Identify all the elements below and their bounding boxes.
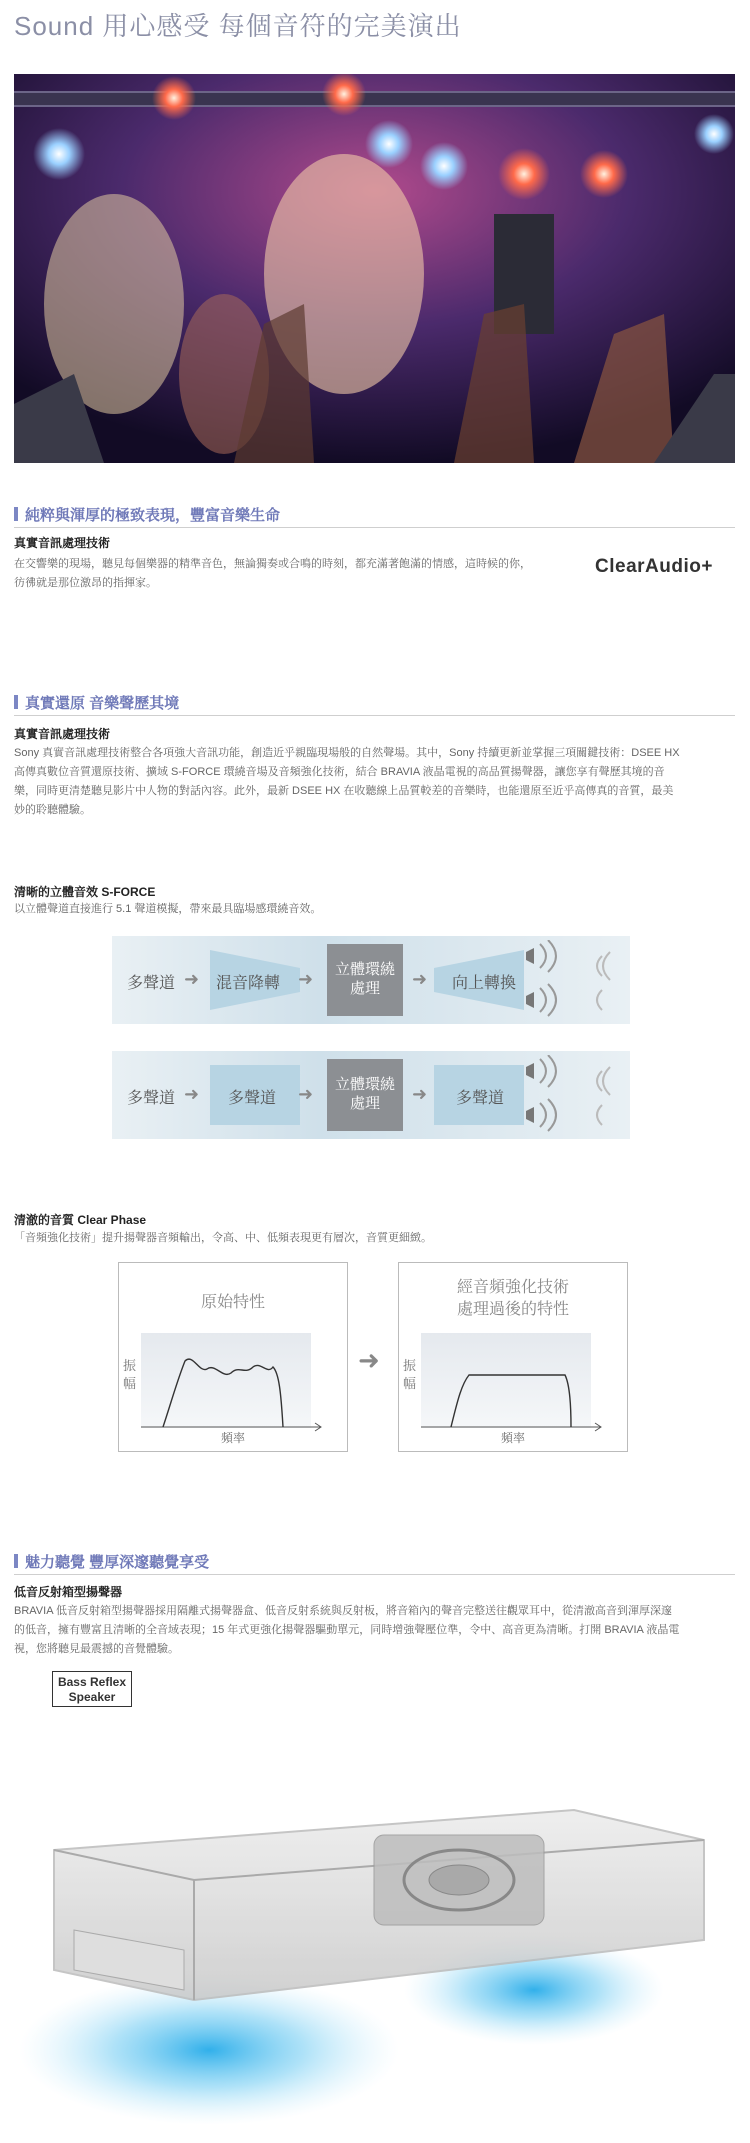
paragraph-line: 妙的聆聽體驗。: [14, 804, 91, 816]
label-upconvert: 向上轉換: [452, 975, 517, 992]
bass-reflex-speaker-illustration: [14, 1670, 735, 2135]
label-downmix: 混音降轉: [216, 975, 281, 992]
paragraph-line: 在交響樂的現場，聽見每個樂器的精準音色，無論獨奏或合鳴的時刻，都充滿著飽滿的情感，這時候的你，: [14, 558, 531, 570]
paragraph-line: 高傳真數位音質還原技術、擴域 S-FORCE 環繞音場及音頻強化技術，結合 BRAVIA 液晶電視的高品質揚聲器，讓您享有聲歷其境的音: [14, 766, 665, 778]
heading-text: 魅力聽覺 豐厚深邃聽覺享受: [25, 1554, 210, 1571]
heading-text: 純粹與渾厚的極致表現，豐富音樂生命: [25, 507, 281, 524]
chart-title: 原始特性: [200, 1294, 265, 1311]
heading-text: 真實還原 音樂聲歷其境: [25, 695, 180, 712]
original-curve-icon: [141, 1333, 331, 1433]
paragraph-line: 彷彿就是那位激昂的指揮家。: [14, 577, 157, 589]
center-line: 處理: [349, 980, 380, 997]
label-multichannel: 多聲道: [127, 1090, 176, 1107]
y-axis-label: 振 幅: [403, 1358, 417, 1391]
center-line: 立體環繞: [334, 961, 395, 978]
arrow-right-icon: ➜: [184, 1084, 200, 1104]
surround-process-box: [327, 944, 403, 1016]
chart-enhanced: [398, 1262, 628, 1452]
concert-illustration: [14, 74, 735, 463]
speaker-waves-icon: [522, 940, 622, 1020]
arrow-right-icon: ➜: [184, 969, 200, 989]
paragraph: [14, 1602, 735, 1659]
surround-process-box: [327, 1059, 403, 1131]
chart-title: 經音頻強化技術 處理過後的特性: [456, 1279, 569, 1318]
paragraph-line: Sony 真實音訊處理技術整合各項強大音訊功能，創造近乎親臨現場般的自然聲場。其中，Sony 持續更新並掌握三項關鍵技術：DSEE HX: [14, 747, 680, 759]
arrow-right-icon: ➜: [412, 969, 428, 989]
concert-photo: [14, 74, 735, 463]
speaker-waves-icon: [522, 1055, 622, 1135]
paragraph-line: BRAVIA 低音反射箱型揚聲器採用隔離式揚聲器盒、低音反射系統與反射板，將音箱內的聲音完整送往觀眾耳中，從清澈高音到渾厚深邃: [14, 1605, 672, 1617]
heading-bar: [14, 695, 18, 709]
label-multichannel: 多聲道: [127, 975, 176, 992]
enhanced-curve-icon: [421, 1333, 611, 1433]
sub-heading: 真實音訊處理技術: [14, 727, 111, 741]
section-heading-bass: [14, 1550, 735, 1575]
speaker-illustration: [14, 1670, 735, 2135]
clearaudio-logo: ClearAudio+: [595, 556, 713, 577]
paragraph-line: 視，您將聽見最震撼的音覺體驗。: [14, 1643, 179, 1655]
arrow-right-icon: ➜: [358, 1345, 380, 1375]
sforce-heading: 清晰的立體音效 S-FORCE: [14, 885, 156, 899]
paragraph-line: 的低音，擁有豐富且清晰的全音域表現；15 年式更強化揚聲器驅動單元，同時增強聲壓位準，令中、高音更為清晰。打開 BRAVIA 液晶電: [14, 1624, 680, 1636]
center-line: 立體環繞: [334, 1076, 395, 1093]
center-line: 處理: [349, 1095, 380, 1112]
y-axis-label: 振 幅: [123, 1358, 137, 1391]
arrow-right-icon: ➜: [412, 1084, 428, 1104]
sforce-diagram-row-1: [112, 936, 630, 1024]
paragraph: [14, 744, 735, 820]
clearphase-heading: 清澈的音質 Clear Phase: [14, 1213, 147, 1227]
paragraph-line: 樂，同時更清楚聽見影片中人物的對話內容。此外，最新 DSEE HX 在收聽線上品質較差的音樂時，也能還原至近乎高傳真的音質，最美: [14, 785, 674, 797]
clearphase-text: 「音頻強化技術」提升揚聲器音頻輸出，令高、中、低頻表現更有層次，音質更細緻。: [14, 1232, 432, 1244]
label-multichannel: 多聲道: [228, 1090, 277, 1107]
sub-heading: 低音反射箱型揚聲器: [14, 1585, 123, 1599]
arrow-right-icon: ➜: [298, 969, 314, 989]
x-axis-label: 頻率: [500, 1431, 525, 1445]
label-multichannel: 多聲道: [456, 1090, 505, 1107]
heading-bar: [14, 507, 18, 521]
heading-bar: [14, 1554, 18, 1568]
bass-reflex-badge: Bass Reflex Speaker: [52, 1671, 132, 1707]
sub-heading: 真實音訊處理技術: [14, 536, 111, 550]
arrow-right-icon: ➜: [298, 1084, 314, 1104]
x-axis-label: 頻率: [220, 1431, 245, 1445]
page-title: Sound 用心感受 每個音符的完美演出: [14, 11, 462, 41]
paragraph: [14, 555, 584, 593]
section-heading-restore: [14, 691, 735, 716]
sforce-text: 以立體聲道直接進行 5.1 聲道模擬，帶來最具臨場感環繞音效。: [14, 903, 322, 915]
section-heading-pure: [14, 503, 735, 528]
sforce-diagram-row-2: [112, 1051, 630, 1139]
chart-original: [118, 1262, 348, 1452]
